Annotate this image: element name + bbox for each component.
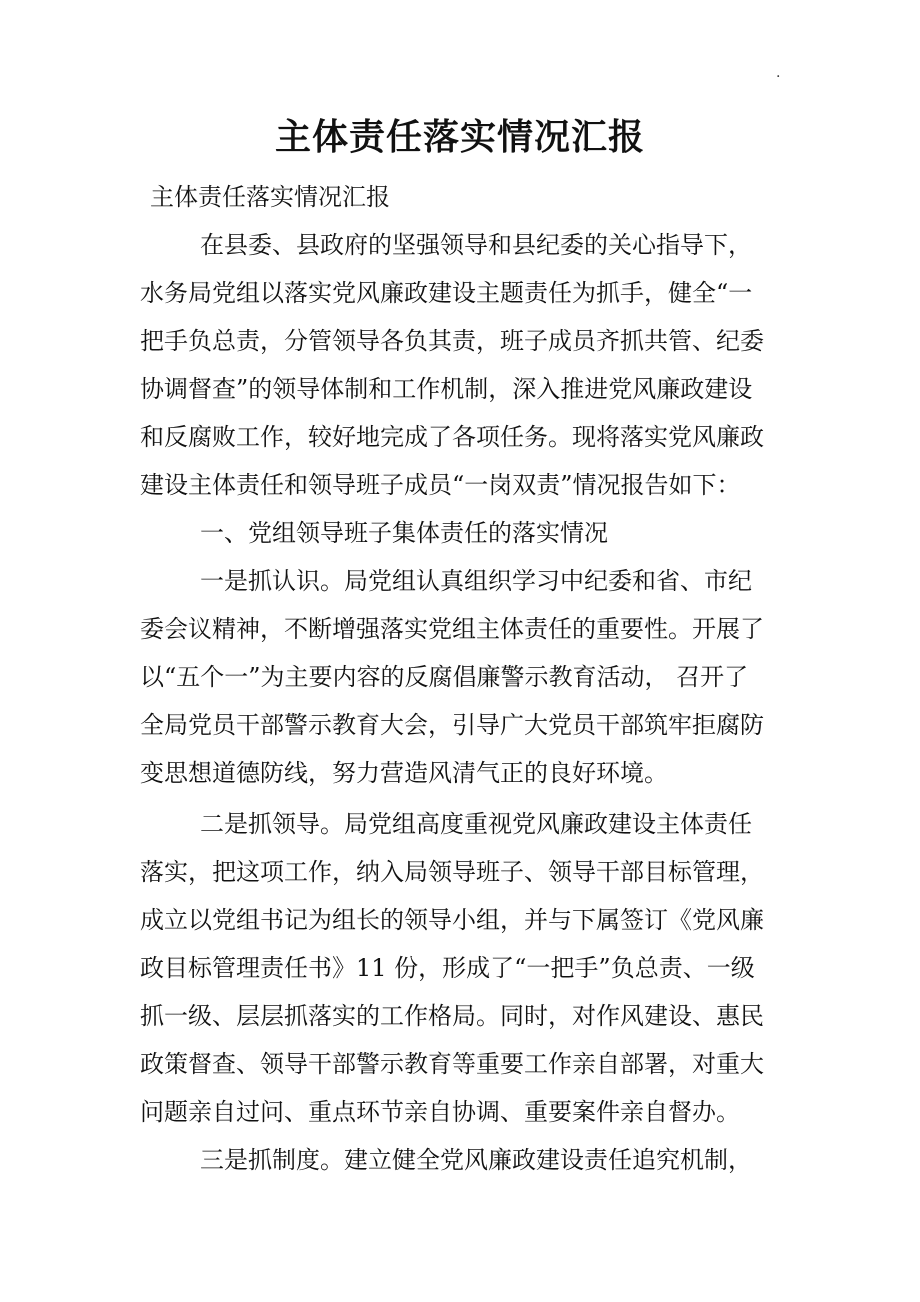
paragraph-line: 建设主体责任和领导班子成员“一岗双责”情况报告如下：	[140, 471, 741, 499]
paragraph-line: 在县委、县政府的坚强领导和县纪委的关心指导下，	[200, 231, 752, 259]
paragraph-line: 三是抓制度。建立健全党风廉政建设责任追究机制，	[200, 1146, 752, 1174]
paragraph-line: 水务局党组以落实党风廉政建设主题责任为抓手，健全“一	[140, 279, 753, 307]
paragraph-line: 落实，把这项工作，纳入局领导班子、领导干部目标管理，	[140, 858, 764, 886]
paragraph-line: 全局党员干部警示教育大会，引导广大党员干部筑牢拒腐防	[140, 711, 764, 739]
section-heading: 一、党组领导班子集体责任的落实情况	[200, 519, 608, 547]
paragraph-line: 把手负总责，分管领导各负其责，班子成员齐抓共管、纪委	[140, 327, 764, 355]
paragraph-line: 成立以党组书记为组长的领导小组，并与下属签订《党风廉	[140, 906, 764, 934]
paragraph-line: 以“五个一”为主要内容的反腐倡廉警示教育活动， 召开了	[140, 663, 749, 691]
paragraph-line: 问题亲自过问、重点环节亲自协调、重要案件亲自督办。	[140, 1098, 740, 1126]
paragraph-line: 二是抓领导。局党组高度重视党风廉政建设主体责任	[200, 810, 752, 838]
paragraph-line: 政目标管理责任书》11 份，形成了“一把手”负总责、一级	[140, 954, 755, 982]
header-dot: .	[776, 65, 781, 81]
document-subtitle: 主体责任落实情况汇报	[150, 183, 390, 211]
paragraph-line: 政策督查、领导干部警示教育等重要工作亲自部署，对重大	[140, 1050, 764, 1078]
paragraph-line: 抓一级、层层抓落实的工作格局。同时，对作风建设、惠民	[140, 1002, 764, 1030]
paragraph-line: 和反腐败工作，较好地完成了各项任务。现将落实党风廉政	[140, 423, 764, 451]
document-title: 主体责任落实情况汇报	[274, 116, 645, 158]
paragraph-line: 变思想道德防线，努力营造风清气正的良好环境。	[140, 759, 668, 787]
paragraph-line: 委会议精神，不断增强落实党组主体责任的重要性。开展了	[140, 615, 764, 643]
paragraph-line: 一是抓认识。局党组认真组织学习中纪委和省、市纪	[200, 567, 752, 595]
paragraph-line: 协调督查”的领导体制和工作机制，深入推进党风廉政建设	[140, 375, 753, 403]
